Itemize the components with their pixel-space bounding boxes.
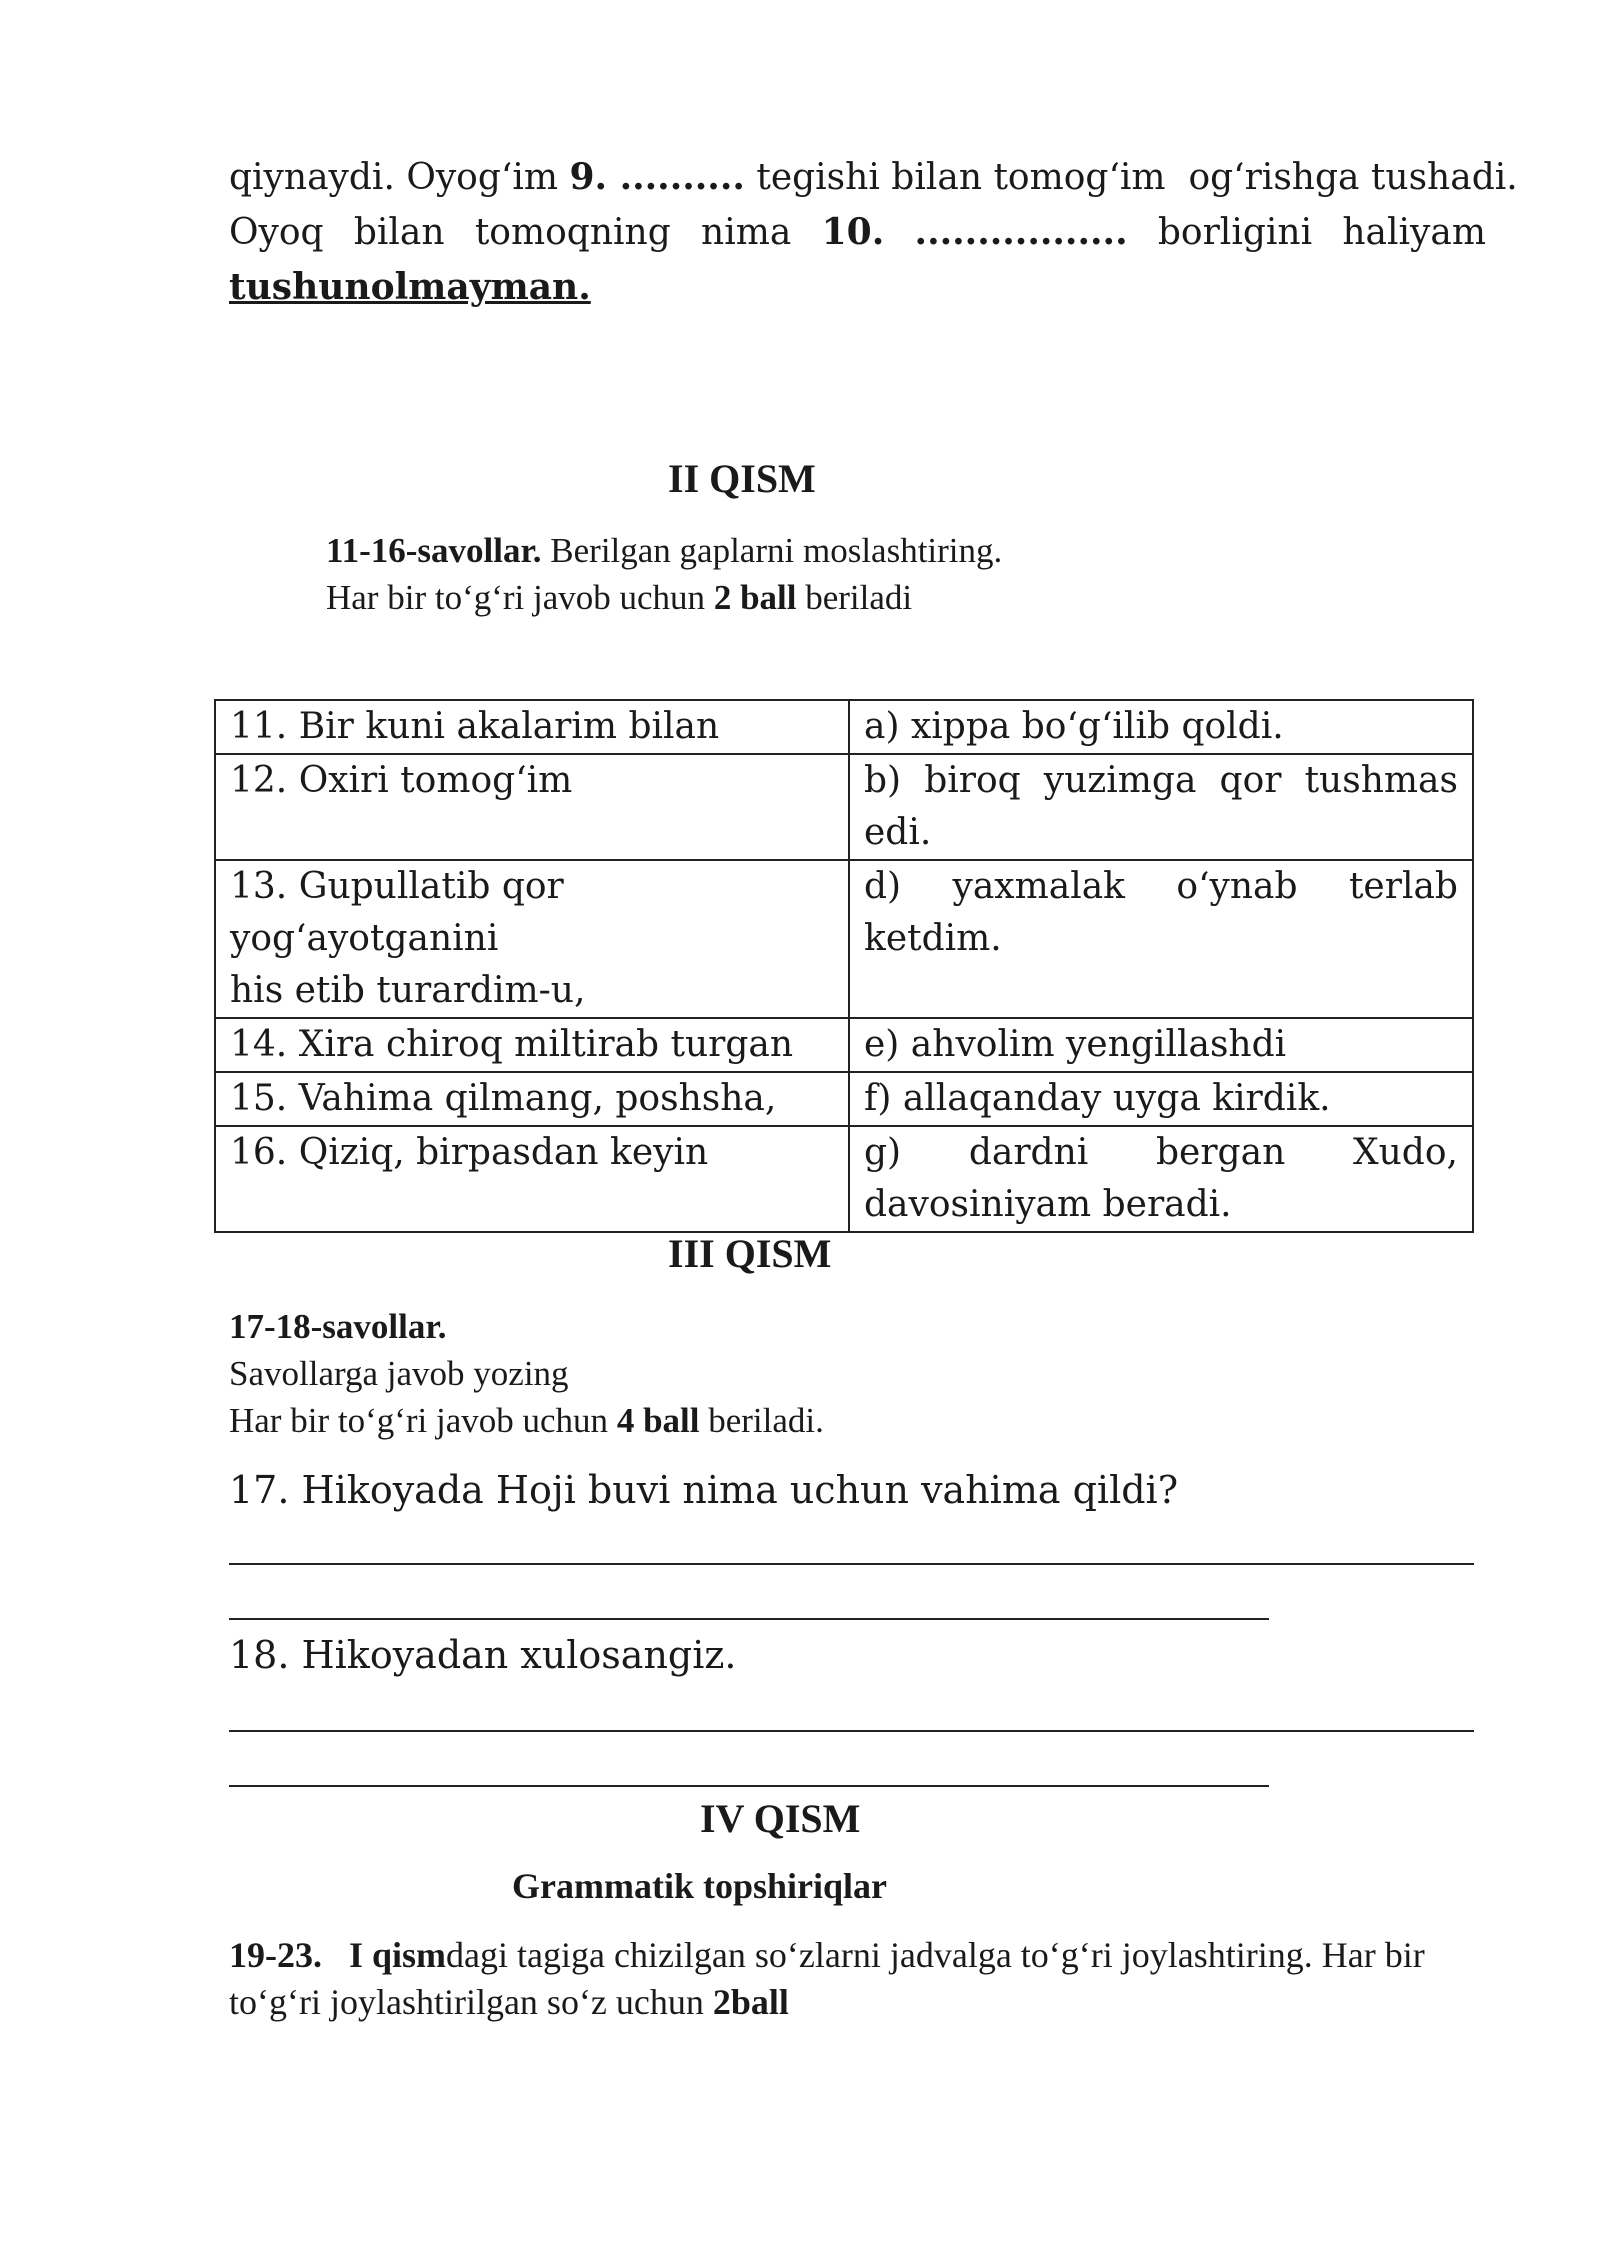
word: Xudo, <box>1352 1132 1458 1173</box>
blank-number-9: 9. <box>569 156 608 198</box>
instruction-text: Berilgan gaplarni moslashtiring. <box>541 531 1003 570</box>
word: d) <box>864 866 902 907</box>
blank-9: .......... <box>607 156 745 198</box>
question-range: 19-23. <box>229 1935 322 1975</box>
instruction-text: Har bir to‘g‘ri javob uchun <box>326 578 714 617</box>
part-4-subheading: Grammatik topshiriqlar <box>512 1866 887 1906</box>
table-row <box>215 860 1473 1018</box>
table-cell-left: 12. Oxiri tomog‘im <box>215 754 849 860</box>
table-row <box>215 1072 1473 1126</box>
table-cell-right <box>849 754 1473 860</box>
word: haliyam <box>1342 212 1486 253</box>
table-cell-right: e) ahvolim yengillashdi <box>849 1018 1473 1072</box>
word: bilan <box>353 212 445 253</box>
word: qor <box>1219 760 1282 801</box>
task-text: dagi tagiga chizilgan so‘zlarni jadvalga to‘g‘ri joylashtiring. Har bir to‘g‘ri joylashtirilgan so‘z uchun <box>229 1935 1425 2022</box>
text: tegishi bilan tomog‘im og‘rishga tushadi. <box>744 157 1518 198</box>
table-cell-left: 11. Bir kuni akalarim bilan <box>215 700 849 754</box>
answer-line[interactable] <box>229 1730 1474 1732</box>
cell-line: 13. Gupullatib qor yog‘ayotganini <box>230 866 564 959</box>
paragraph-line-2 <box>229 205 1486 260</box>
question-range: 17-18-savollar. <box>229 1307 447 1346</box>
word: terlab <box>1348 866 1458 907</box>
word: tomoqning <box>474 212 671 253</box>
part-2-heading: II QISM <box>668 456 816 501</box>
instruction-text: Har bir to‘g‘ri javob uchun <box>229 1401 617 1440</box>
word: g) <box>864 1132 902 1173</box>
word: nima <box>701 212 792 253</box>
task-19-23 <box>229 1932 1489 2026</box>
cell-line <box>864 861 1458 913</box>
paragraph-line-1 <box>229 150 1518 205</box>
table-cell-right: a) xippa bo‘g‘ilib qoldi. <box>849 700 1473 754</box>
instruction-line-1 <box>326 527 1002 574</box>
answer-line[interactable] <box>229 1785 1269 1787</box>
question-range: 11-16-savollar. <box>326 531 542 570</box>
instruction-line-2: Savollarga javob yozing <box>229 1354 569 1393</box>
table-row <box>215 700 1473 754</box>
table-cell-left <box>215 860 849 1018</box>
instruction-text: beriladi. <box>699 1401 824 1440</box>
cell-line: davosiniyam beradi. <box>864 1184 1232 1225</box>
paragraph-line-3 <box>229 260 1486 315</box>
part-2-instructions <box>326 527 1002 621</box>
table-cell-left: 16. Qiziq, birpasdan keyin <box>215 1126 849 1232</box>
word: yuzimga <box>1043 760 1197 801</box>
cell-line: ketdim. <box>864 918 1002 959</box>
table-row <box>215 754 1473 860</box>
word: b) <box>864 760 902 801</box>
word: yaxmalak <box>952 866 1125 907</box>
instruction-text: beriladi <box>796 578 913 617</box>
instruction-line-3 <box>229 1397 824 1444</box>
cell-line: his etib turardim-u, <box>230 970 586 1011</box>
table-cell-left: 14. Xira chiroq miltirab turgan <box>215 1018 849 1072</box>
question-18: 18. Hikoyadan xulosangiz. <box>229 1633 737 1677</box>
part-4-heading: IV QISM <box>700 1796 861 1841</box>
word: Oyoq <box>229 212 324 253</box>
table-cell-right <box>849 1126 1473 1232</box>
underlined-word: tushunolmayman. <box>229 266 591 308</box>
instruction-line-1 <box>229 1303 824 1350</box>
word: tushmas <box>1304 760 1458 801</box>
text: qiynaydi. Oyog‘im <box>229 157 570 198</box>
word: biroq <box>924 760 1021 801</box>
table-cell-right <box>849 860 1473 1018</box>
story-paragraph <box>229 150 1518 315</box>
word: o‘ynab <box>1176 866 1298 907</box>
bold-text: I qism <box>349 1935 447 1975</box>
part-3-instructions <box>229 1303 824 1444</box>
cell-line <box>864 1127 1458 1179</box>
word: borligini <box>1157 212 1313 253</box>
answer-line[interactable] <box>229 1563 1474 1565</box>
part-3-heading: III QISM <box>668 1231 832 1276</box>
cell-line: edi. <box>864 812 932 853</box>
matching-table <box>214 699 1474 1233</box>
spacer <box>322 1935 349 1975</box>
answer-line[interactable] <box>229 1618 1269 1620</box>
points: 4 ball <box>616 1401 700 1440</box>
word: dardni <box>968 1132 1089 1173</box>
points: 2ball <box>712 1982 789 2022</box>
question-17: 17. Hikoyada Hoji buvi nima uchun vahima qildi? <box>229 1468 1179 1512</box>
table-cell-right: f) allaqanday uyga kirdik. <box>849 1072 1473 1126</box>
table-row <box>215 1126 1473 1232</box>
word: bergan <box>1156 1132 1286 1173</box>
blank-10: ................. <box>914 211 1128 253</box>
blank-number-10: 10. <box>821 211 885 253</box>
table-cell-left: 15. Vahima qilmang, poshsha, <box>215 1072 849 1126</box>
table-row <box>215 1018 1473 1072</box>
points: 2 ball <box>713 578 797 617</box>
instruction-line-2 <box>326 574 1002 621</box>
cell-line <box>864 755 1458 807</box>
